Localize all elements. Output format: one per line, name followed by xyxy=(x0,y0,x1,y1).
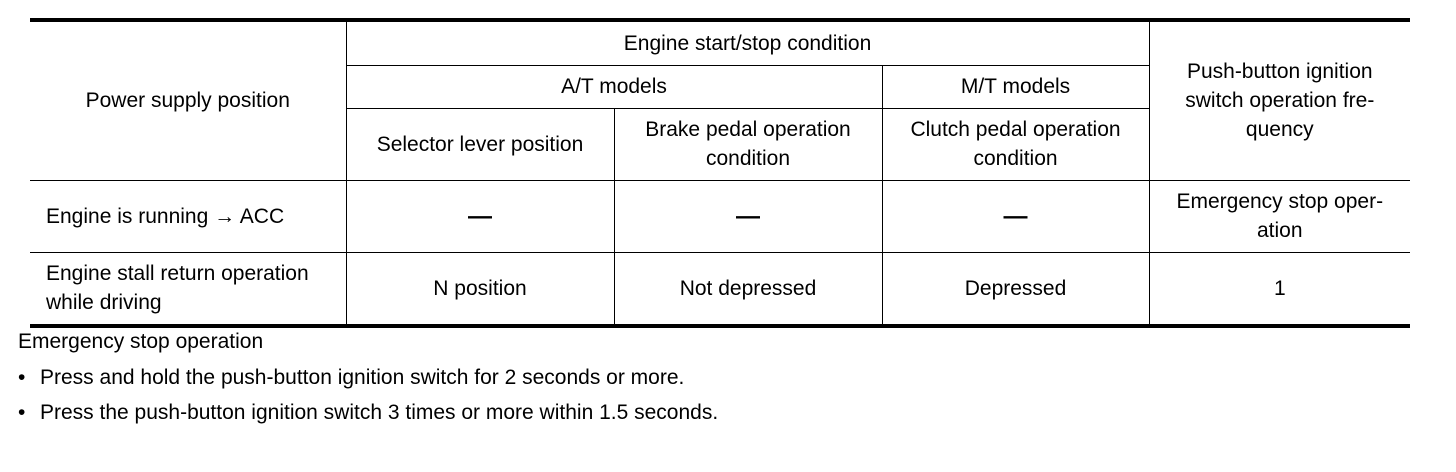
cell-power-supply-position: Engine stall return operation while driving xyxy=(30,252,346,326)
header-mt-models: M/T models xyxy=(882,65,1149,108)
header-at-models: A/T models xyxy=(346,65,882,108)
header-power-supply-position: Power supply position xyxy=(30,20,346,180)
cell-brake-pedal-condition: Not depressed xyxy=(614,252,882,326)
cell-power-supply-position: Engine is running → ACC xyxy=(30,180,346,252)
header-selector-lever-position: Selector lever position xyxy=(346,108,614,180)
bullet-icon: • xyxy=(18,401,26,424)
table-header-row-1 xyxy=(30,20,1410,65)
cell-push-button-frequency: Emergency stop oper-ation xyxy=(1149,180,1410,252)
cell-push-button-frequency: 1 xyxy=(1149,252,1410,326)
table-row xyxy=(30,180,1410,252)
cell-selector-lever-position: N position xyxy=(346,252,614,326)
cell-clutch-pedal-condition: Depressed xyxy=(882,252,1149,326)
cell-brake-pedal-condition: — xyxy=(614,180,882,252)
table-row xyxy=(30,252,1410,326)
header-engine-start-stop-condition: Engine start/stop condition xyxy=(346,20,1149,65)
cell-selector-lever-position: — xyxy=(346,180,614,252)
note-title: Emergency stop operation xyxy=(18,330,264,353)
note-item-text: Press and hold the push-button ignition switch for 2 seconds or more. xyxy=(40,366,685,389)
cell-clutch-pedal-condition: — xyxy=(882,180,1149,252)
header-clutch-pedal-condition: Clutch pedal operation condition xyxy=(882,108,1149,180)
header-push-button-frequency: Push-button ignition switch operation fre-quency xyxy=(1149,20,1410,180)
bullet-icon: • xyxy=(18,366,26,389)
note-item-text: Press the push-button ignition switch 3 times or more within 1.5 seconds. xyxy=(40,401,719,424)
engine-start-stop-table xyxy=(30,18,1410,328)
list-item xyxy=(18,364,718,392)
header-brake-pedal-condition: Brake pedal operation condition xyxy=(614,108,882,180)
list-item xyxy=(18,399,718,427)
note-bullet-list xyxy=(18,364,718,434)
